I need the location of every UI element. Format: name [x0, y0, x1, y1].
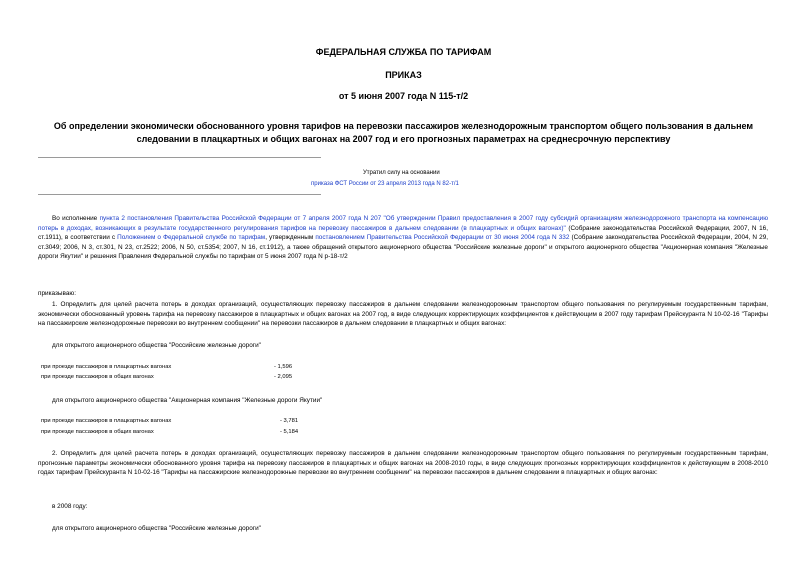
- divider-bottom: [38, 194, 321, 195]
- rzd-heading: для открытого акционерного общества "Российские железные дороги": [52, 342, 261, 349]
- government-decree-link[interactable]: пункта 2 постановления Правительства Российской Федерации от 7 апреля 2007 года N 207 "Об утверждении Правил предоставления в 2007 году субсидий организациям железнодорожного транспорта на компенсацию потерь в доходах, возникающих в результате государственного регулирования тарифов на перевозку пассажиров в дальнем следовании (в плацкартных и общих вагонах)": [38, 215, 769, 232]
- status-link[interactable]: приказа ФСТ России от 23 апреля 2013 года N 82-т/1: [311, 181, 459, 187]
- preamble-paragraph: [38, 214, 768, 262]
- item-1-paragraph: 1. Определить для целей расчета потерь в доходах организаций, осуществляющих перевозку пассажиров в дальнем следовании железнодорожным транспортом общего пользования по регулируемым государственным тарифам, экономически обоснованный уровень тарифа на перевозку пассажиров в плацкартных и общих вагонах на 2007 год, в виде следующих корректирующих коэффициентов к действующим в 2007 году тарифам Прейскуранта N 10-02-16 "Тарифы на пассажирские железнодорожные перевозки во внутреннем сообщении" на перевозки пассажиров в дальнем следовании в плацкартных и общих вагонах:: [38, 301, 768, 328]
- status-text: Утратил силу на основании: [363, 170, 440, 176]
- yakutia-row-label: при проезде пассажиров в общих вагонах: [41, 429, 154, 435]
- agency-name: ФЕДЕРАЛЬНАЯ СЛУЖБА ПО ТАРИФАМ: [315, 47, 492, 57]
- rzd-row-label: при проезде пассажиров в общих вагонах: [41, 374, 154, 380]
- rzd-row-value: - 2,095: [274, 374, 293, 380]
- divider-top: [38, 157, 321, 158]
- government-resolution-link[interactable]: постановлением Правительства Российской Федерации от 30 июня 2004 года N 332: [315, 234, 570, 242]
- yakutia-row-label: при проезде пассажиров в плацкартных вагонах: [41, 418, 172, 424]
- preamble-text-3: , утвержденным: [265, 234, 314, 242]
- preamble-text-4: (Собрание законодательства Российской Федерации, 2004, N 29, ст.3049; 2006, N 3, ст.301, N 23, ст.2522; 2006, N 50, ст.5354; 2007, N 16, ст.1912), а также обращений открытого акционерного общества "Российские железные дороги" и открытого акционерного общества "Акционерная компания "Железные дороги Якутии" и решения Правления Федеральной службы по тарифам от 5 июня 2007 года N р-18-т/2: [38, 234, 769, 261]
- item-2-paragraph: 2. Определить для целей расчета потерь в доходах организаций, осуществляющих перевозку пассажиров в дальнем следовании железнодорожным транспортом общего пользования по регулируемым государственным тарифам, прогнозные параметры экономически обоснованного уровня тарифа на перевозку пассажиров в плацкартных и общих вагонах на 2008-2010 годы, в виде следующих прогнозных корректирующих коэффициентов к действующим в 2008-2010 годах тарифам Прейскуранта N 10-02-16 "Тарифы на пассажирские железнодорожные перевозки во внутреннем сообщении" на перевозки пассажиров в дальнем следовании в плацкартных и общих вагонах:: [38, 450, 768, 477]
- yakutia-row-value: - 3,781: [280, 418, 299, 424]
- rzd-row-label: при проезде пассажиров в плацкартных вагонах: [41, 364, 172, 370]
- yakutia-row-value: - 5,184: [280, 429, 299, 435]
- document-date-number: от 5 июня 2007 года N 115-т/2: [338, 91, 469, 101]
- document-type: ПРИКАЗ: [385, 70, 422, 80]
- year-2008-label: в 2008 году:: [52, 503, 88, 510]
- fst-regulation-link[interactable]: Положением о Федеральной службе по тарифам: [117, 234, 266, 242]
- preamble-text-1: Во исполнение: [52, 215, 98, 222]
- rzd-row-value: - 1,596: [274, 364, 293, 370]
- order-word: приказываю:: [38, 290, 76, 297]
- document-title: Об определении экономически обоснованного уровня тарифов на перевозки пассажиров железнодорожным транспортом общего пользования в дальнем следовании в плацкартных и общих вагонах на 2007 год и его прогнозных параметрах на среднесрочную перспективу: [53, 121, 754, 144]
- yakutia-heading: для открытого акционерного общества "Акционерная компания "Железные дороги Якутии": [52, 397, 323, 404]
- rzd-2008-heading: для открытого акционерного общества "Российские железные дороги": [52, 525, 261, 532]
- preamble-text-2: (Собрание законодательства Российской Федерации, 2007, N 16, ст.1911), в соответствии с: [38, 224, 768, 242]
